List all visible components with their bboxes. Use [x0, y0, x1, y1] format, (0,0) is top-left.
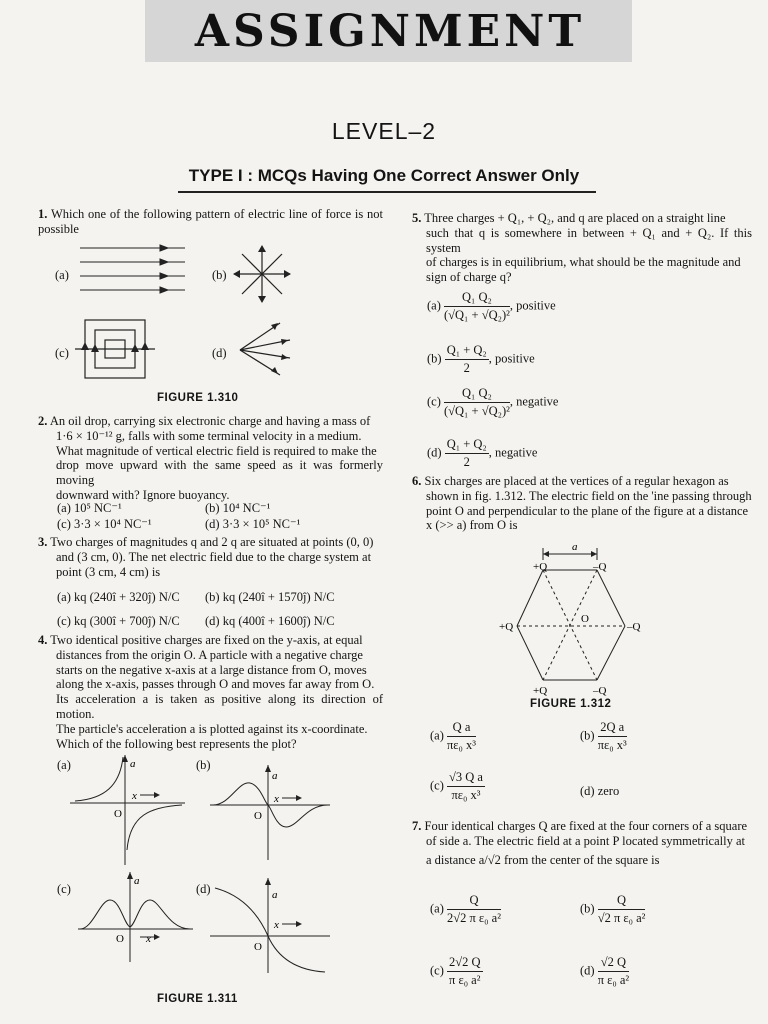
parallel-field-lines-diagram — [80, 240, 190, 305]
numerator: 2Q a — [598, 720, 627, 737]
denominator: πε₀ x³ — [451, 788, 481, 802]
question-7 — [412, 819, 757, 867]
option-label: (b) — [427, 351, 442, 366]
hexagon-diagram — [499, 541, 660, 697]
option-b: (b) kq (240î + 1570ĵ) N/C — [205, 590, 335, 604]
question-text: Which of the following best represents the plot? — [56, 736, 297, 751]
option-d — [427, 437, 537, 470]
question-text: distances from the origin O. A particle with a negative charge — [56, 647, 363, 662]
option-label: (d) — [580, 963, 595, 978]
option-a — [430, 720, 476, 753]
denominator: π ε₀ a² — [449, 973, 481, 987]
denominator: 2 — [463, 361, 470, 375]
question-2 — [38, 414, 383, 503]
converging-lines-diagram — [235, 320, 295, 375]
fraction — [598, 955, 629, 988]
option-label: (d) — [212, 346, 227, 360]
question-text: such that q is somewhere in between + Q₁ and + Q₂. If this system — [426, 225, 752, 255]
option-label: (b) — [580, 901, 595, 916]
option-a: (a) kq (240î + 320ĵ) N/C — [57, 590, 180, 604]
type-heading: TYPE I : MCQs Having One Correct Answer Only — [188, 166, 580, 185]
question-text: Its acceleration a is taken as positive along its direction of motion. — [56, 692, 383, 721]
question-number: 2. — [38, 414, 48, 428]
question-text: Four identical charges Q are fixed at the four corners of a square — [424, 819, 748, 833]
fraction — [445, 437, 489, 470]
question-number: 1. — [38, 207, 48, 221]
radial-star-diagram — [232, 244, 292, 304]
option-b — [580, 893, 645, 926]
option-label: (d) — [196, 882, 211, 896]
option-b — [427, 343, 535, 376]
axis-label: a — [134, 875, 140, 887]
denominator: √2 π ε₀ a² — [597, 911, 646, 925]
question-text: 1·6 × 10⁻¹² g, falls with some terminal velocity in a medium. — [56, 428, 362, 443]
denominator: πε₀ x³ — [447, 738, 477, 752]
question-number: 7. — [412, 819, 422, 833]
plot-a — [70, 755, 185, 865]
numerator: √2 Q — [598, 955, 629, 972]
plot-b — [210, 765, 330, 860]
charge-label: +Q — [499, 621, 514, 633]
question-text: starts on the negative x-axis at a large distance from O, moves — [56, 662, 367, 677]
question-text: of charges is in equilibrium, what should be the magnitude and — [426, 255, 741, 270]
page-title: ASSIGNMENT — [194, 6, 586, 57]
axis-label: x — [146, 933, 151, 945]
question-text: Two identical positive charges are fixed on the y-axis, at equal — [50, 633, 363, 647]
question-text: An oil drop, carrying six electronic charge and having a mass of — [49, 414, 371, 428]
center-label: O — [581, 613, 589, 625]
option-sign: , positive — [488, 351, 535, 366]
question-6 — [412, 474, 752, 533]
axis-label: a — [130, 758, 136, 770]
charge-label: –Q — [593, 561, 607, 573]
plot-c — [78, 872, 193, 962]
option-c: (c) 3·3 × 10⁴ NC⁻¹ — [57, 517, 152, 531]
question-text: of side a. The electric field at a point P located symmetrically at — [426, 833, 745, 848]
side-label: a — [572, 541, 578, 553]
question-text: The particle's acceleration a is plotted against its x-coordinate. — [56, 721, 368, 736]
question-number: 6. — [412, 474, 422, 488]
option-d — [580, 784, 619, 799]
option-d — [580, 955, 629, 988]
option-label: (c) — [430, 963, 444, 978]
origin-label: O — [254, 941, 262, 953]
question-text: drop move upward with the same speed as it was formerly moving — [56, 458, 383, 488]
numerator: Q₁ Q₂ — [444, 290, 510, 307]
option-label: (b) — [196, 758, 211, 772]
question-text: shown in fig. 1.312. The electric field on the 'ine passing through — [426, 488, 752, 503]
option-d: (d) 3·3 × 10⁵ NC⁻¹ — [205, 517, 301, 531]
numerator: 2√2 Q — [447, 955, 483, 972]
option-label: (a) — [57, 758, 71, 772]
option-label: (c) — [430, 778, 444, 793]
fraction — [447, 770, 485, 803]
option-label: (a) — [430, 901, 444, 916]
option-a: (a) 10⁵ NC⁻¹ — [57, 501, 122, 515]
option-label: (b) — [212, 268, 227, 282]
origin-label: O — [254, 810, 262, 822]
question-3 — [38, 535, 383, 579]
denominator: πε₀ x³ — [597, 738, 627, 752]
axis-label: x — [132, 790, 137, 802]
option-a — [430, 893, 501, 926]
fraction — [445, 343, 489, 376]
numerator: Q — [447, 893, 501, 910]
question-number: 4. — [38, 633, 48, 647]
option-label: (a) — [55, 268, 69, 282]
plot-d — [210, 878, 330, 973]
question-text: and (3 cm, 0). The net electric field due to the charge system at — [56, 549, 372, 564]
axis-label: x — [274, 793, 279, 805]
option-d: (d) kq (400î + 1600ĵ) N/C — [205, 614, 335, 628]
option-sign: , negative — [509, 394, 559, 409]
option-a — [427, 290, 556, 323]
denominator: π ε₀ a² — [597, 973, 630, 987]
type-underline — [178, 191, 596, 193]
question-4 — [38, 633, 383, 751]
option-label: (c) — [427, 394, 441, 409]
option-label: (a) — [430, 728, 444, 743]
numerator: Q₁ + Q₂ — [445, 437, 489, 454]
question-text: along the x-axis, passes through O and moves far away from O. — [56, 677, 375, 692]
question-text: Which one of the following pattern of electric line of force is not possible — [38, 207, 383, 236]
figure-caption: FIGURE 1.310 — [157, 392, 239, 404]
figure-caption: FIGURE 1.311 — [157, 993, 238, 1005]
option-label: (b) — [580, 728, 595, 743]
option-c — [430, 955, 483, 988]
denominator: (√Q₁ + √Q₂)² — [444, 404, 510, 418]
option-c — [427, 386, 558, 419]
option-label: (a) — [427, 298, 441, 313]
charge-label: –Q — [593, 685, 607, 697]
question-text: point O and perpendicular to the plane of the figure at a distance — [426, 503, 749, 518]
denominator: 2 — [463, 455, 470, 469]
denominator: (√Q₁ + √Q₂)² — [444, 308, 510, 322]
option-sign: , negative — [488, 445, 538, 460]
option-label: (c) — [57, 882, 71, 896]
charge-label: +Q — [533, 685, 548, 697]
nested-squares-diagram — [75, 318, 155, 380]
origin-label: O — [114, 808, 122, 820]
option-label: (d) — [427, 445, 442, 460]
question-text: point (3 cm, 4 cm) is — [56, 564, 161, 579]
question-text: Three charges + Q₁, + Q₂, and q are placed on a straight line — [424, 211, 726, 225]
numerator: Q a — [447, 720, 476, 737]
charge-label: –Q — [627, 621, 641, 633]
axis-label: a — [272, 770, 278, 782]
level-heading: LEVEL–2 — [331, 118, 437, 144]
fraction — [598, 720, 627, 753]
option-c: (c) kq (300î + 700ĵ) N/C — [57, 614, 180, 628]
numerator: √3 Q a — [447, 770, 485, 787]
axis-label: a — [272, 889, 278, 901]
question-text: sign of charge q? — [426, 270, 512, 285]
option-b — [580, 720, 627, 753]
denominator: 2√2 π ε₀ a² — [447, 911, 501, 925]
question-number: 5. — [412, 211, 422, 225]
question-number: 3. — [38, 535, 48, 549]
option-b: (b) 10⁴ NC⁻¹ — [205, 501, 271, 515]
axis-label: x — [274, 919, 279, 931]
charge-label: +Q — [533, 561, 548, 573]
fraction — [447, 893, 501, 926]
fraction — [444, 290, 510, 323]
question-text: downward with? Ignore buoyancy. — [56, 487, 230, 502]
fraction — [444, 386, 510, 419]
origin-label: O — [116, 933, 124, 945]
option-label: (c) — [55, 346, 69, 360]
question-text: Two charges of magnitudes q and 2 q are situated at points (0, 0) — [50, 535, 374, 549]
figure-caption: FIGURE 1.312 — [530, 698, 612, 710]
option-text: zero — [597, 784, 620, 798]
numerator: Q — [598, 893, 646, 910]
question-1 — [38, 207, 383, 237]
question-text: x (>> a) from O is — [426, 518, 518, 533]
numerator: Q₁ Q₂ — [444, 386, 510, 403]
question-5 — [412, 211, 752, 285]
question-text: a distance a/√2 from the center of the square is — [426, 852, 660, 867]
option-sign: , positive — [509, 298, 556, 313]
fraction — [447, 955, 483, 988]
question-text: Six charges are placed at the vertices of a regular hexagon as — [424, 474, 729, 488]
option-label: (d) — [580, 784, 595, 798]
fraction — [447, 720, 476, 753]
fraction — [598, 893, 646, 926]
numerator: Q₁ + Q₂ — [445, 343, 489, 360]
option-c — [430, 770, 485, 803]
question-text: What magnitude of vertical electric field is required to make the — [56, 443, 377, 458]
